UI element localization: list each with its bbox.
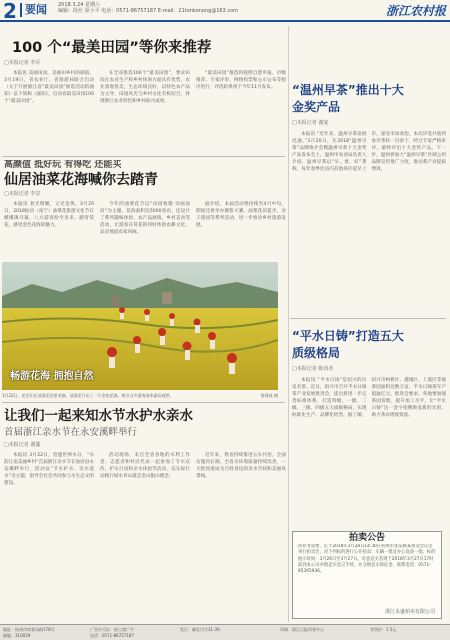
photo-credit: 陈建成 摄 bbox=[260, 393, 278, 398]
issue-date: 2018.3.24 星期六 bbox=[58, 2, 101, 8]
article-body bbox=[292, 377, 446, 517]
footer-item: 邮编：310039 bbox=[3, 633, 31, 638]
article-body bbox=[4, 70, 286, 154]
article-pingshui-tea bbox=[292, 322, 446, 526]
divider bbox=[2, 402, 285, 403]
notice-signature: 浙江永盛拍卖有限公司 bbox=[384, 609, 435, 615]
article-body bbox=[292, 131, 446, 311]
paragraph: 活动现场，来自全省各地的水利工作者、志愿者和村民代表一起参加了节水宣传、护水行动和亲水体验等活动，以实际行动践行绿水青山就是金山银山理念。 bbox=[100, 453, 190, 480]
reporter-line: □本报记者 谢宴 bbox=[292, 120, 329, 126]
reporter-line: □本报记者 陈涛者 bbox=[292, 366, 334, 372]
article-best-fields bbox=[4, 38, 286, 154]
paragraph: 本报讯 “近年来，温州早茶发展迅速。”3月20日，在2018“温州早茶”品牌推介会暨温州早茶十大金奖产品发布会上，温州市农业局负责人介绍，温州早茶以“早、香、好”著称，每年春季比省内其他茶区提早上市，深受市场欢迎。本次评选共收到参评茶样一百余个，经过专家严格审评，最终评出十大金奖产品。下一步，温州将加大“温州早茶”区域公用品牌宣传推广力度，推动茶产业提质增效。 bbox=[292, 132, 446, 173]
subheadline: 首届浙江亲水节在永安溪畔举行 bbox=[4, 427, 138, 438]
caption-text: 3月22日，花农们在油菜花田里采摘，油菜花开出了一片金色花海。吸引众多游客前来游玩观赏。 bbox=[2, 393, 174, 398]
article-wenzhou-tea bbox=[292, 82, 446, 314]
paragraph: 今年的油菜花节以“田园牧歌·诗画仙居”为主题，花海面积达5000余亩，还设计了系列趣味体验、农产品展销、乡村美食等活动，让游客在赏花的同时体验农耕文化，品尝地道农家风味。 bbox=[100, 202, 190, 236]
paragraph: 据介绍，本届活动将持续至4月中旬，期间还将举办摄影大赛、油菜花田徒步、亲子游园等系列活动，进一步推动乡村旅游发展。 bbox=[196, 202, 286, 229]
kicker: 高颜值 抵好玩 有得吃 还能买 bbox=[4, 160, 122, 170]
article-body bbox=[4, 452, 286, 617]
headline: “温州早茶”推出十大金奖产品 bbox=[292, 83, 404, 114]
header-meta bbox=[58, 2, 238, 14]
reporter-line: □本报记者 谢鑫 bbox=[4, 442, 41, 448]
masthead-logo: 浙江农村报 bbox=[385, 4, 446, 18]
headline: 仙居油菜花海喊你去踏青 bbox=[4, 172, 158, 188]
editor-contact: 编辑：段仕 原小平 电话：0571-86757187 E-mail：21tonkonong@163.com bbox=[58, 8, 239, 14]
divider bbox=[290, 318, 446, 319]
article-rapeseed-flowers bbox=[4, 160, 286, 260]
footer-item: 广告许可证：浙工商广字 bbox=[90, 627, 134, 632]
paragraph: 本报讯 3月22日，恰逢世界水日，“水韵江南美丽乡村”首届浙江亲水节在仙居县永安溪畔举行，活动以“节水护水、亲水爱水”为主题，倡导全社会共同参与水生态文明建设。 bbox=[4, 453, 94, 487]
photo-caption bbox=[2, 392, 278, 399]
footer-item: 印刷：浙江日报印务中心 bbox=[280, 627, 324, 632]
news-photo-rapeseed-field bbox=[2, 262, 278, 390]
divider bbox=[2, 156, 285, 157]
article-water-festival bbox=[4, 406, 286, 622]
reporter-line: □本报记者 李景 bbox=[4, 191, 41, 197]
footer-item: 电话：0571-86757187 bbox=[90, 633, 134, 638]
section-name: 要闻 bbox=[20, 3, 47, 17]
page-number: 2 bbox=[3, 0, 17, 23]
paragraph: 本报讯 春光明媚，又见金黄。3月20日，2018仙居（南宁）油菜花旅游文化节在横溪镇开幕，八方游客纷至沓来，踏青赏花，感受金色花海的魅力。 bbox=[4, 202, 94, 229]
page-header bbox=[0, 0, 450, 22]
paragraph: “最美田园”推选将按照自愿申报、市级推荐、专家评审、网络投票和公示公布等程序进行，评选结果将于今年11月发布。 bbox=[196, 71, 286, 91]
paragraph: 本报讯 美丽田园，美丽田乡村的颜值。3月19日，省农业厅、省旅游局联合启动（关于开展浙江省“最美田园”推选活动的通知）以下简称《通知》，启动省最美田园100个“最美田园”。 bbox=[4, 71, 94, 105]
reporter-line: □本报记者 李军 bbox=[4, 60, 41, 66]
notice-title: 拍卖公告 bbox=[348, 533, 385, 543]
headline: 100 个“最美田园”等你来推荐 bbox=[12, 40, 212, 56]
paragraph: 在全省推选100个“最美田园”，要求田园在农业生产和乡村休闲方面具有优势，农业景观优美，生态环境良好，以特色农产品为主导，田园风光与乡村文化有机结合，体现浙江农业特色和乡村振兴成果。 bbox=[100, 71, 190, 105]
notice-body: 因业务需要，定于2018年3月28日14:30在杭州市延安路某拍卖会议室举行拍卖会，对下列标的进行公开拍卖：车辆一批及办公设备一批。标的展示时间：3月26日至3月27日。有意竞买者请于2018年3月27日17时前到本公司办理竞买登记手续，并交纳竞买保证金。联系电话：0571-85365936。 bbox=[298, 544, 436, 575]
article-body bbox=[4, 201, 286, 260]
auction-notice bbox=[292, 531, 442, 619]
paragraph: 本报讯 “平水日铸”是绍兴的历史名茶。近日，绍兴市召开平水日铸茶产业发展推进会，提出将进一步完善标准体系，打造特级、一级、二级、三级、四级五大质级格局，实现标准化生产、品牌化经营。据了解，绍兴市柯桥区、越城区、上虞区等地茶园面积达数万亩，平水日铸茶年产值逾亿元。推进会要求，各地要加强茶园管理，提升加工水平，让“平水日铸”这一金字招牌焕发新的光彩，助力茶农增收致富。 bbox=[292, 378, 446, 419]
headline: “平水日铸”打造五大质级格局 bbox=[292, 329, 404, 360]
headline: 让我们一起来知水节水护水亲水 bbox=[4, 408, 193, 424]
paragraph: 近年来，我省持续推进五水共治，全面实施河长制，全省水环境质量持续改善，一大批河道成为百姓身边的亲水空间和美丽风景线。 bbox=[196, 453, 286, 480]
footer-item: 发行：邮发代号31-39 bbox=[180, 627, 220, 632]
photo-overlay-title: 畅游花海 拥抱自然 bbox=[10, 371, 94, 382]
footer-item: 地址：杭州市体育场路178号 bbox=[3, 627, 55, 632]
column-divider bbox=[288, 26, 289, 622]
page-footer bbox=[0, 624, 450, 640]
footer-item: 零售价：1.5元 bbox=[370, 627, 397, 632]
